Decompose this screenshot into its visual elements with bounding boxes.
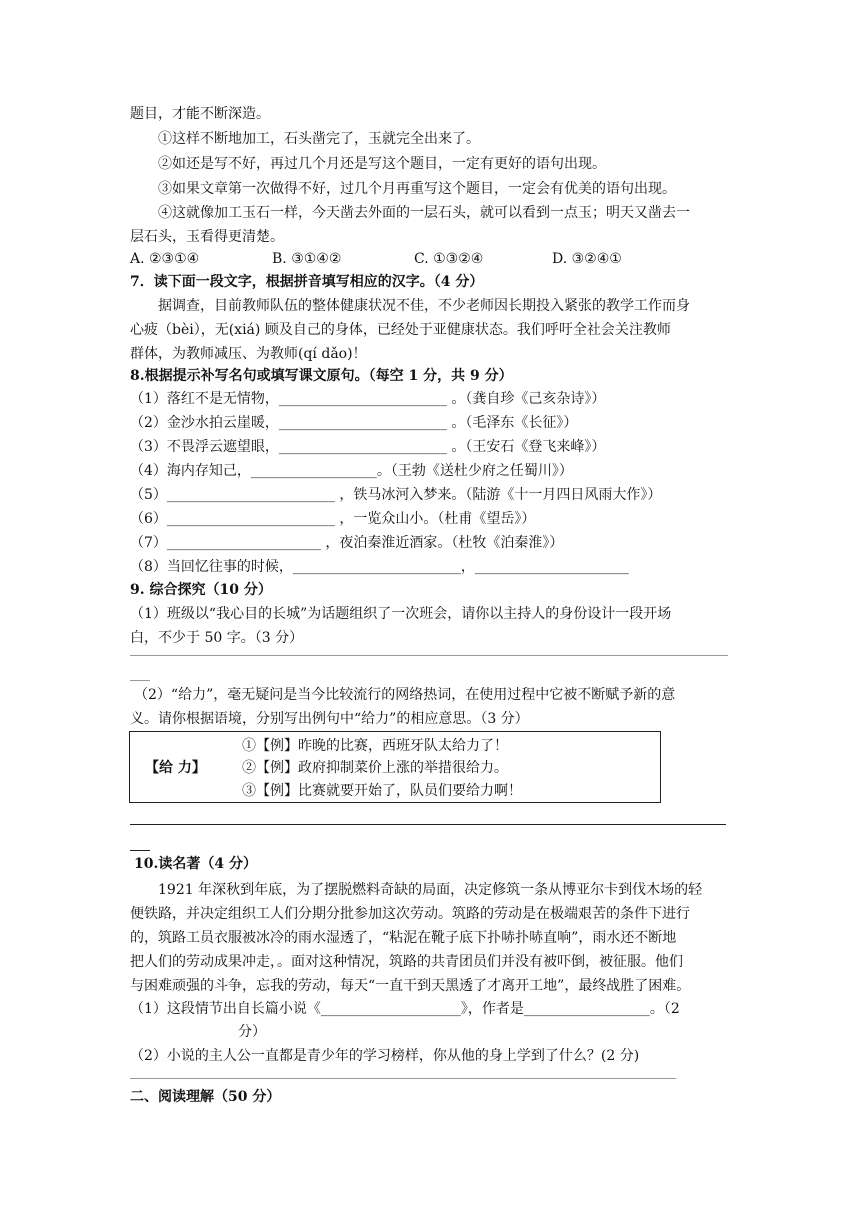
q10-para-4: 把人们的劳动成果冲走，。面对这种情况，筑路的共青团员们并没有被吓倒，被征服。他们 <box>130 954 683 970</box>
answer-line-end <box>130 850 150 851</box>
q8-line-2: （2）金沙水拍云崖暖，________________________ 。（毛泽东《长征》） <box>130 415 578 431</box>
q8-line-7: （7）______________________ ，夜泊秦淮近酒家。（杜牧《泊秦淮》） <box>130 535 564 551</box>
q9-title: 9. 综合探究（10 分） <box>130 582 272 598</box>
q6-option-b: B. ③①④② <box>272 251 342 267</box>
q9-part2-b: 义。请你根据语境，分别写出例句中“给力”的相应意思。（3 分） <box>130 711 529 727</box>
q10-question-1a: （1）这段情节出自长篇小说《____________________》，作者是__________________。（2 <box>130 1001 680 1017</box>
q6-sentence-3: ③如果文章第一次做得不好，过几个月再重写这个题目，一定会有优美的语句出现。 <box>158 181 676 197</box>
q8-title: 8.根据提示补写名句或填写课文原句。（每空 1 分，共 9 分） <box>130 368 513 384</box>
q8-line-1: （1）落红不是无情物，________________________ 。（龚自珍《己亥杂诗》） <box>130 391 606 407</box>
section-2-title: 二、阅读理解（50 分） <box>130 1089 281 1105</box>
q10-para-5: 与困难顽强的斗争，忘我的劳动，每天“一直干到天黑透了才离开工地”，最终战胜了困难。 <box>130 978 691 994</box>
q10-question-2: （2）小说的主人公一直都是青少年的学习榜样，你从他的身上学到了什么？(2 分) <box>130 1048 640 1064</box>
q7-title: 7．读下面一段文字，根据拼音填写相应的汉字。（4 分） <box>130 274 484 290</box>
q6-option-d: D. ③②④① <box>552 251 622 267</box>
q8-line-4: （4）海内存知己，__________________。（王勃《送杜少府之任蜀川》） <box>130 463 573 479</box>
q8-line-5: （5）________________________ ，铁马冰河入梦来。（陆游《十一月四日风雨大作》） <box>130 487 662 503</box>
q6-sentence-4a: ④这就像加工玉石一样，今天凿去外面的一层石头，就可以看到一点玉；明天又凿去一 <box>158 205 690 221</box>
answer-line[interactable] <box>130 1078 676 1079</box>
q10-question-1b: 分） <box>238 1024 266 1040</box>
example-2: ②【例】政府抑制菜价上涨的举措很给力。 <box>242 760 508 776</box>
q6-intro: 题目，才能不断深造。 <box>130 106 270 122</box>
q8-line-6: （6）________________________ ，一览众山小。（杜甫《望岳》） <box>130 511 536 527</box>
q9-part2-a: （2）“给力”，毫无疑问是当今比较流行的网络热词，在使用过程中它被不断赋予新的意 <box>134 687 676 703</box>
example-3: ③【例】比赛就要开始了，队员们要给力啊！ <box>242 783 522 799</box>
q8-line-3: （3）不畏浮云遮望眼，________________________ 。（王安石《登飞来峰》） <box>130 439 606 455</box>
q10-para-3: 的，筑路工员衣服被冰冷的雨水湿透了，“粘泥在靴子底下扑哧扑哧直响”，雨水还不断地 <box>130 930 677 946</box>
q6-option-a: A. ②③①④ <box>130 251 200 267</box>
q10-title: 10.读名著（4 分） <box>134 856 257 872</box>
example-1: ①【例】昨晚的比赛，西班牙队太给力了！ <box>242 738 508 754</box>
q6-sentence-4b: 层石头，玉看得更清楚。 <box>130 229 284 245</box>
box-label: 【给 力】 <box>145 760 206 776</box>
q6-sentence-1: ①这样不断地加工，石头凿完了，玉就完全出来了。 <box>158 131 480 147</box>
q6-option-c: C. ①③②④ <box>414 251 484 267</box>
q7-para-1: 据调查，目前教师队伍的整体健康状况不佳，不少老师因长期投入紧张的教学工作而身 <box>158 298 690 314</box>
q7-para-2: 心疲（bèi），无(xiá) 顾及自己的身体，已经处于亚健康状态。我们呼吁全社会关注教师 <box>130 322 671 338</box>
q7-para-3: 群体，为教师减压、为教师(qí dǎo)！ <box>130 346 367 362</box>
answer-line[interactable] <box>130 655 728 656</box>
q8-line-8: （8）当回忆往事的时候，________________________，______________________ <box>130 559 629 575</box>
q6-sentence-2: ②如还是写不好，再过几个月还是写这个题目，一定有更好的语句出现。 <box>158 156 606 172</box>
q10-para-2: 便铁路，并决定组织工人们分期分批参加这次劳动。筑路的劳动是在极端艰苦的条件下进行 <box>130 906 690 922</box>
q10-para-1: 1921 年深秋到年底，为了摆脱燃料奇缺的局面，决定修筑一条从博亚尔卡到伐木场的轻 <box>158 882 703 898</box>
q9-part1-b: 白，不少于 50 字。（3 分） <box>130 630 304 646</box>
answer-line[interactable] <box>130 824 726 825</box>
answer-line-end <box>130 680 150 681</box>
q9-part1-a: （1）班级以“我心目的长城”为话题组织了一次班会，请你以主持人的身份设计一段开场 <box>130 606 672 622</box>
